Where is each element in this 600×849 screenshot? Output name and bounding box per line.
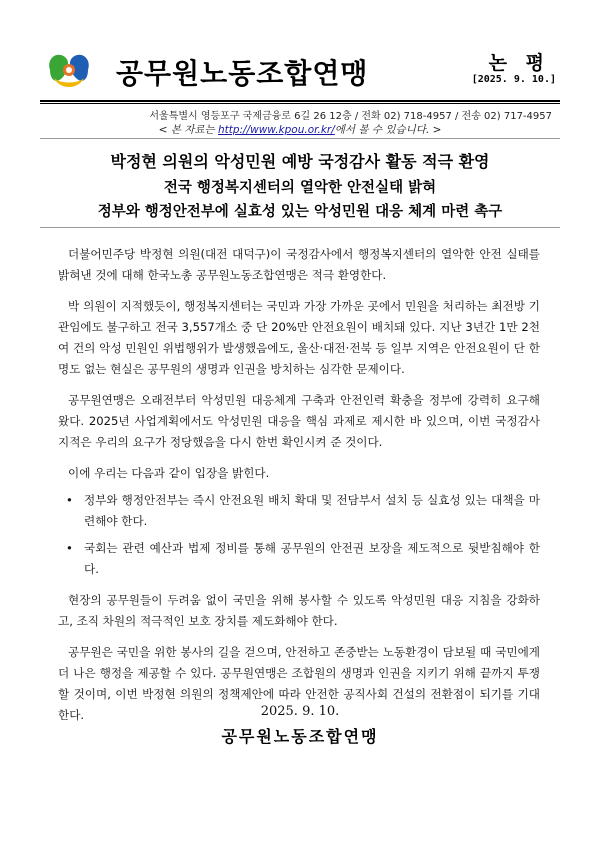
list-item-text: 정부와 행정안전부는 즉시 안전요원 배치 확대 및 전담부서 설치 등 실효성 있는 대책을 마련해야 한다. [84,493,540,528]
paragraph-3: 공무원연맹은 오래전부터 악성민원 대응체계 구축과 안전인력 확충을 정부에 강력히 요구해 왔다. 2025년 사업계획에서도 악성민원 대응을 핵심 과제로 제시한 바 있으며, 이번 국정감사 지적은 우리의 요구가 정당했음을 다시 한번 확인시켜 준 것이다. [58,393,540,449]
org-name: 공무원노동조합연맹 [116,57,369,90]
source-notice [40,122,560,137]
paragraph-6: 공무원은 국민을 위한 봉사의 길을 걷으며, 안전하고 존중받는 노동환경이 담보될 때 국민에게 더 나은 행정을 제공할 수 있다. 공무원연맹은 조합원의 생명과 인권을 지키기 위해 끝까지 투쟁할 것이며, 이번 박정현 의원의 정책제안에 따라 안전한 공직사회 건설의 전환점이 되기를 기대한다. [58,645,540,722]
paragraph-1: 더불어민주당 박정현 의원(대전 대덕구)이 국정감사에서 행정복지센터의 열악한 안전 실태를 밝혀낸 것에 대해 한국노총 공무원노동조합연맹은 적극 환영한다. [58,247,540,282]
paragraph-4: 이에 우리는 다음과 같이 입장을 밝힌다. [68,466,270,480]
list-item-text: 국회는 관련 예산과 법제 정비를 통해 공무원의 안전권 보장을 제도적으로 뒷받침해야 한다. [84,541,540,576]
list-item [58,538,540,580]
source-prefix: < 본 자료는 [158,124,218,136]
website-link[interactable]: http://www.kpou.or.kr/ [217,124,335,136]
signature-org: 공무원노동조합연맹 [221,727,379,746]
document-type: 논 평 [488,52,550,74]
headline: 박정현 의원의 악성민원 예방 국정감사 활동 적극 환영 [110,152,490,171]
letterhead [40,44,560,100]
title-block [40,138,560,228]
bullet-icon: • [66,541,73,555]
subheadline-2: 정부와 행정안전부에 실효성 있는 악성민원 대응 체계 마련 촉구 [97,203,503,220]
header-rule-thin [40,103,560,104]
paragraph-5: 현장의 공무원들이 두려움 없이 국민을 위해 봉사할 수 있도록 악성민원 대응 지침을 강화하고, 조직 차원의 적극적인 보호 장치를 제도화해야 한다. [58,593,540,628]
source-suffix: 에서 볼 수 있습니다. > [334,124,442,136]
signature-date: 2025. 9. 10. [260,704,340,719]
contact-info: 서울특별시 영등포구 국제금융로 6길 26 12층 / 전화 02) 718-4957 / 전송 02) 717-4957 [149,111,552,122]
paragraph-2: 박 의원이 지적했듯이, 행정복지센터는 국민과 가장 가까운 곳에서 민원을 처리하는 최전방 기관임에도 불구하고 전국 3,557개소 중 단 20%만 안전요원이 배치돼 있다. 지난 3년간 1만 2천여 건의 악성 민원인 위법행위가 발생했음에도, 울산·대전·전북 등 일부 지역은 안전요원이 단 한 명도 없는 현실은 공무원의 생명과 인권을 방치하는 심각한 문제이다. [58,299,540,376]
subheadline-1: 전국 행정복지센터의 열악한 안전실태 밝혀 [163,179,437,196]
list-item [58,490,540,532]
document-date: [2025. 9. 10.] [471,74,556,85]
union-logo-icon [44,48,94,94]
bullet-icon: • [66,493,73,507]
statement-body [58,244,540,736]
demand-list [58,490,540,580]
header-rule [40,100,560,102]
